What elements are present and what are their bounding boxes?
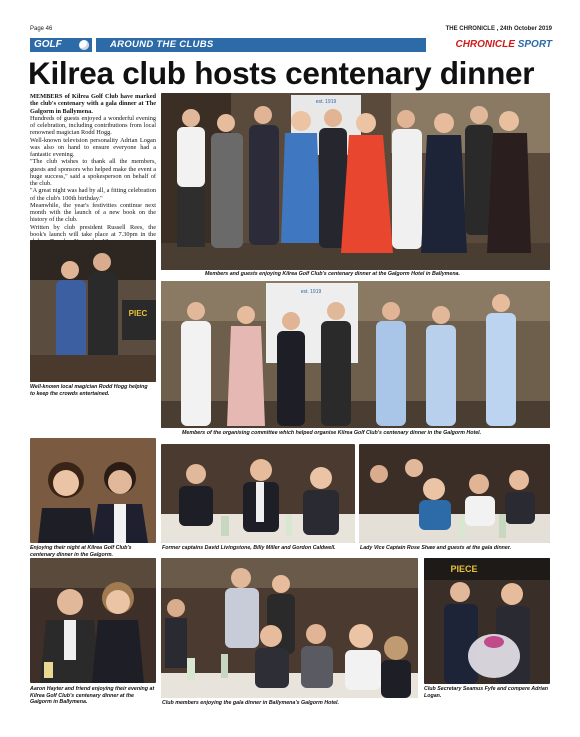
photo-lady-vice-captain (359, 444, 550, 543)
photo-secretary-image (424, 558, 550, 684)
article-paragraph: "The club wishes to thank all the members, guests and sponsors who helped make the event a huge success," said a spokesperson on behalf of the club. (30, 158, 156, 187)
caption-former-captains: Former captains David Livingstone, Billy Miller and Gordon Caldwell. (162, 545, 336, 551)
photo-magician (30, 240, 156, 382)
photo-magician-image (30, 240, 156, 382)
photo-club-members (161, 558, 418, 698)
sign-text: PIEC (128, 309, 148, 318)
photo-club-members-image (161, 558, 418, 698)
article-lede: MEMBERS of Kilrea Golf Club have marked the club's centenary with a gala dinner at The Galgorm in Ballymena. (30, 93, 156, 115)
caption-members-guests: Members and guests enjoying Kilrea Golf Club's centenary dinner at the Galgorm Hotel in Ballymena. (205, 271, 460, 277)
caption-secretary: Club Secretary Seamus Fyfe and compere Adrian Logan. (424, 686, 549, 699)
article-paragraph: Hundreds of guests enjoyed a wonderful evening of celebration, including contributions from local renowned magician Rodd Hogg. (30, 114, 156, 137)
photo-lady-vice-captain-image (359, 444, 550, 543)
caption-aaron-hayter: Aaron Hayter and friend enjoying their evening at Kilrea Golf Club's centenary dinner at the Galgorm in Ballymena. (30, 686, 155, 705)
banner-text: est. 1919 (300, 289, 322, 295)
article-paragraph: Written by club president Russell Rees, the book's launch will take place at 7.30pm in the (30, 223, 156, 238)
article-body (30, 93, 156, 260)
caption-enjoying-night: Enjoying their night at Kilrea Golf Club's centenary dinner in the Galgorm. (30, 545, 132, 558)
photo-former-captains (161, 444, 355, 543)
section-tag-label: GOLF (34, 39, 62, 50)
section-tag (30, 38, 92, 52)
photo-committee-image (161, 281, 550, 428)
page-title: Kilrea club hosts centenary dinner (28, 55, 535, 91)
sign-text: PIECE (450, 564, 478, 574)
photo-members-guests-image (161, 93, 550, 270)
brand-logo (430, 38, 552, 52)
photo-secretary (424, 558, 550, 684)
section-bar: AROUND THE CLUBS (96, 38, 426, 52)
brand-chronicle: CHRONICLE (455, 39, 515, 50)
photo-enjoying-night-image (30, 438, 156, 543)
banner-text: est. 1919 (315, 99, 337, 105)
golf-ball-icon (79, 40, 89, 50)
article-paragraph: Meanwhile, the year's festivities continue next month with the launch of a new book on the history of the club. (30, 201, 156, 224)
caption-committee: Members of the organising committee which helped organise Kilrea Golf Club's centenary dinner in the Galgorm Hotel. (182, 430, 482, 436)
caption-lady-vice-captain: Lady Vice Captain Rose Shaw and guests at the gala dinner. (360, 545, 512, 551)
photo-committee (161, 281, 550, 428)
photo-aaron-hayter (30, 558, 156, 683)
article-paragraph: "A great night was had by all, a fitting celebration of the club's 100th birthday." (30, 187, 156, 202)
photo-aaron-hayter-image (30, 558, 156, 683)
brand-sport: SPORT (517, 39, 552, 50)
caption-magician: Well-known local magician Rodd Hogg helping to keep the crowds entertained. (30, 384, 148, 397)
publication-date: THE CHRONICLE , 24th October 2019 (445, 26, 552, 32)
article-paragraph: Well-known television personality Adrian Logan was also on hand to ensure everyone had a fantastic evening. (30, 136, 156, 158)
page-number: Page 46 (30, 26, 53, 32)
photo-enjoying-night (30, 438, 156, 543)
photo-members-guests (161, 93, 550, 270)
photo-former-captains-image (161, 444, 355, 543)
caption-club-members: Club members enjoying the gala dinner in Ballymena's Galgorm Hotel. (162, 700, 339, 706)
